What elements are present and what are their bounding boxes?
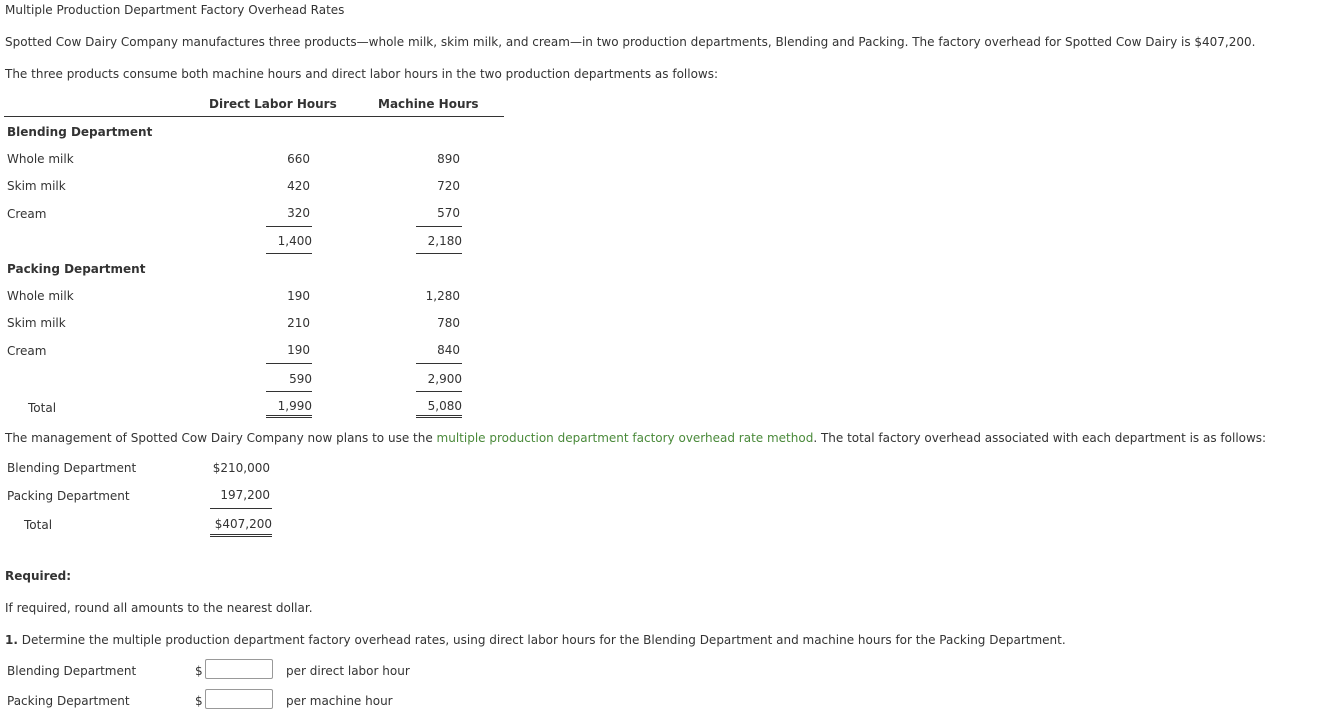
grand-total-label: Total <box>28 401 57 415</box>
answer-label-blending: Blending Department <box>7 664 137 678</box>
question-1 <box>5 633 1066 647</box>
page-title: Multiple Production Department Factory Overhead Rates <box>5 3 345 17</box>
management-text-before: The management of Spotted Cow Dairy Company now plans to use the <box>5 431 437 445</box>
blending-mh-subtotal: 2,180 <box>416 226 462 251</box>
dlh-cell: 420 <box>287 179 310 193</box>
grand-total-mh: 5,080 <box>416 399 462 418</box>
management-paragraph <box>5 431 1266 445</box>
mh-cell: 1,280 <box>425 289 460 303</box>
mh-cell: 570 <box>437 206 460 220</box>
subtotal-underline <box>416 253 462 254</box>
row-label: Skim milk <box>7 179 66 193</box>
blending-rate-unit: per direct labor hour <box>286 664 410 678</box>
overhead-row-label: Packing Department <box>7 489 130 503</box>
mh-cell: 840 <box>437 343 460 357</box>
currency-symbol: $ <box>195 694 203 708</box>
grand-total-dlh: 1,990 <box>266 399 312 418</box>
row-label: Whole milk <box>7 289 74 303</box>
round-note: If required, round all amounts to the nearest dollar. <box>5 601 313 615</box>
management-text-after: . The total factory overhead associated with each department is as follows: <box>813 431 1267 445</box>
overhead-row-label: Blending Department <box>7 461 137 475</box>
blending-dlh-subtotal: 1,400 <box>266 226 312 251</box>
col-header-direct-labor-hours: Direct Labor Hours <box>209 97 337 111</box>
packing-rate-input[interactable] <box>205 689 273 709</box>
intro-paragraph: Spotted Cow Dairy Company manufactures three products—whole milk, skim milk, and cream—in two production departments, Blending and Packing. The factory overhead for Spotted Cow Dairy is $407,200. <box>5 35 1256 49</box>
consume-paragraph: The three products consume both machine hours and direct labor hours in the two production departments as follows: <box>5 67 719 81</box>
question-text: Determine the multiple production department factory overhead rates, using direct labor hours for the Blending Department and machine hours for the Packing Department. <box>17 633 1066 647</box>
question-number: 1. <box>5 633 18 647</box>
row-label: Cream <box>7 207 47 221</box>
subtotal-underline <box>416 391 462 392</box>
table-header-divider <box>4 116 504 117</box>
blending-heading: Blending Department <box>7 125 153 139</box>
packing-heading: Packing Department <box>7 262 146 276</box>
overhead-total-label: Total <box>24 518 53 532</box>
answer-label-packing: Packing Department <box>7 694 130 708</box>
row-label: Whole milk <box>7 152 74 166</box>
row-label: Cream <box>7 344 47 358</box>
required-heading: Required: <box>5 569 72 583</box>
dlh-cell: 190 <box>287 343 310 357</box>
currency-symbol: $ <box>195 664 203 678</box>
dlh-cell: 660 <box>287 152 310 166</box>
dlh-cell: 210 <box>287 316 310 330</box>
mh-cell: 890 <box>437 152 460 166</box>
subtotal-underline <box>266 253 312 254</box>
dlh-cell: 320 <box>287 206 310 220</box>
packing-rate-unit: per machine hour <box>286 694 393 708</box>
overhead-method-link[interactable]: multiple production department factory overhead rate method <box>436 431 814 445</box>
row-label: Skim milk <box>7 316 66 330</box>
overhead-row-value: 197,200 <box>220 488 270 502</box>
mh-cell: 780 <box>437 316 460 330</box>
col-header-machine-hours: Machine Hours <box>378 97 479 111</box>
dlh-cell: 190 <box>287 289 310 303</box>
subtotal-underline <box>266 391 312 392</box>
packing-mh-subtotal: 2,900 <box>416 363 462 389</box>
overhead-row-value: $210,000 <box>212 461 270 475</box>
blending-rate-input[interactable] <box>205 659 273 679</box>
packing-dlh-subtotal: 590 <box>266 363 312 389</box>
mh-cell: 720 <box>437 179 460 193</box>
overhead-total-value: $407,200 <box>210 508 272 537</box>
